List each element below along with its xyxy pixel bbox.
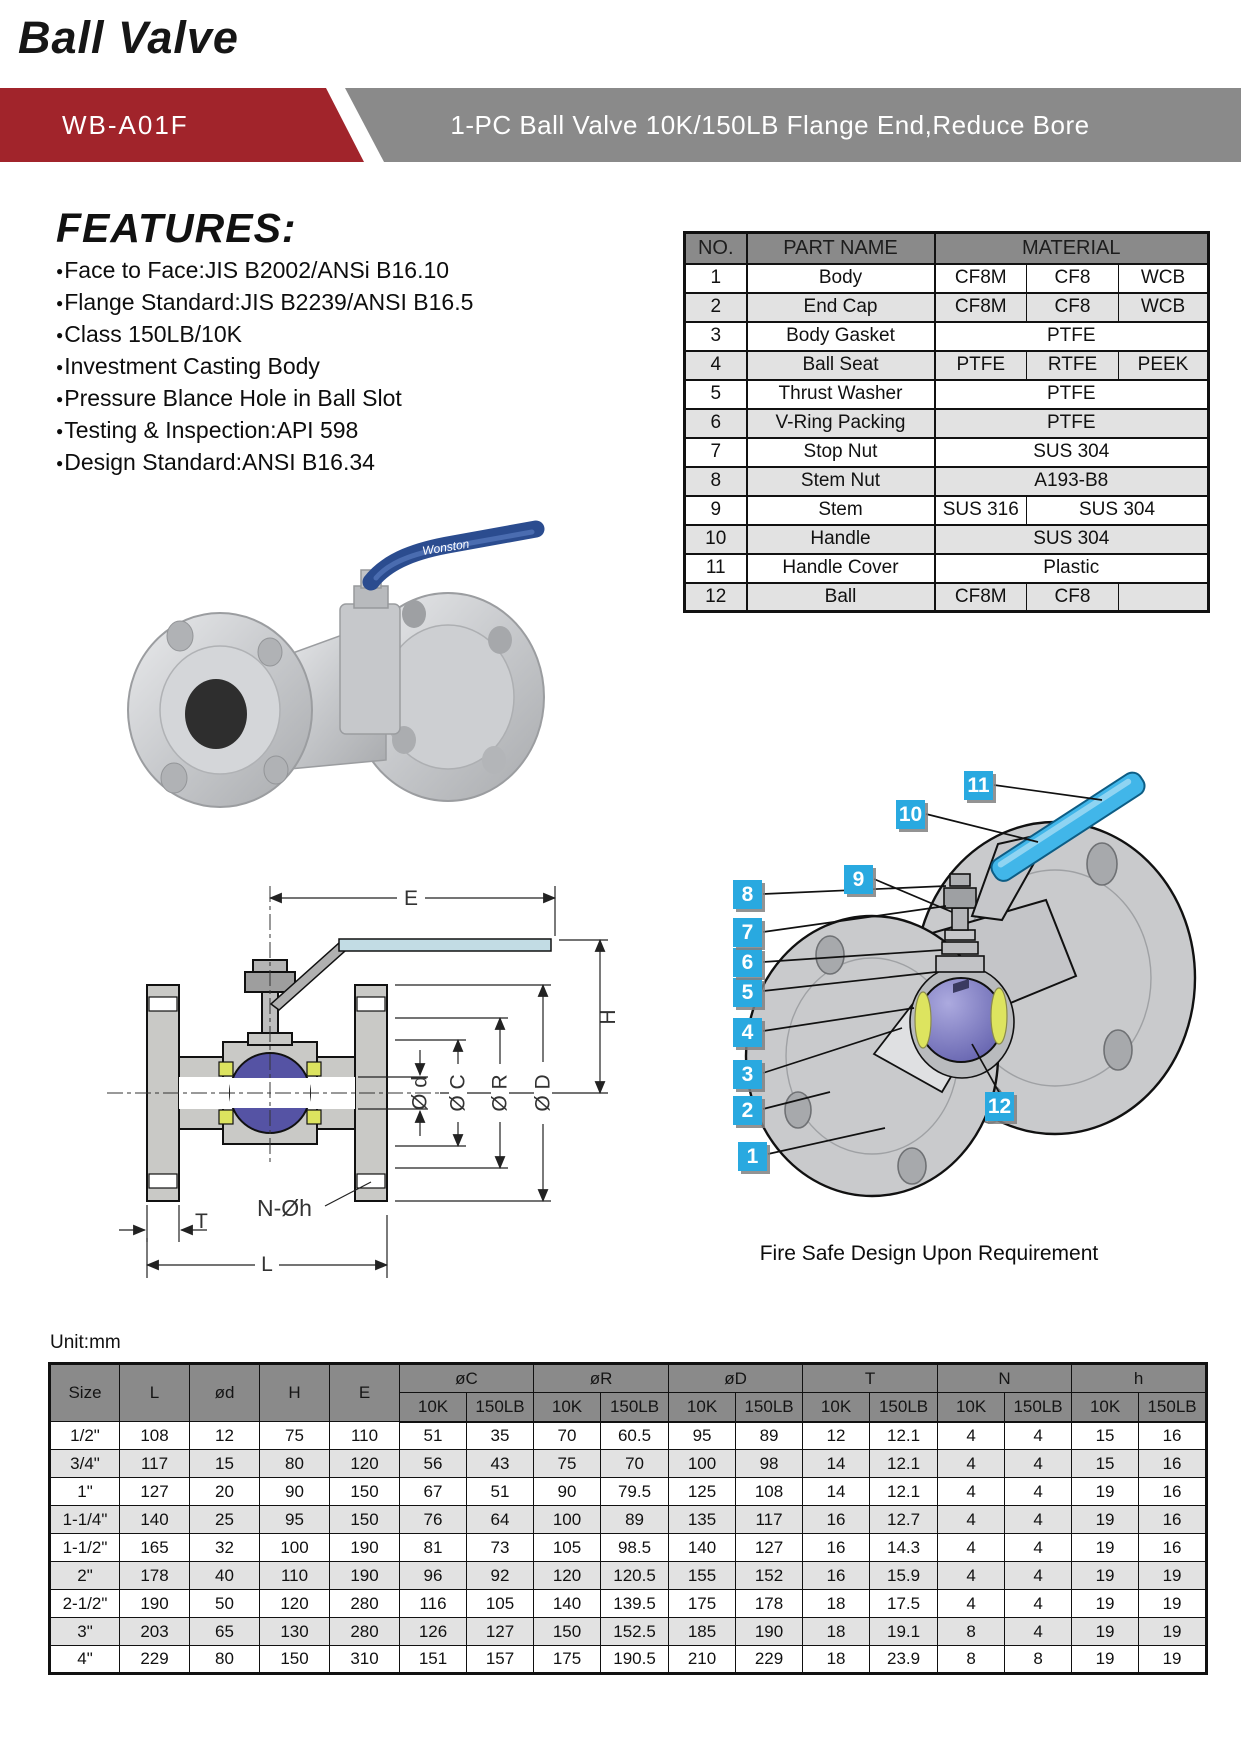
dim-label-T: T	[195, 1210, 208, 1233]
callout-1: 1	[738, 1142, 767, 1171]
callout-7: 7	[733, 918, 762, 947]
feature-item: ●Class 150LB/10K	[56, 321, 242, 347]
dims-row: 4" 229 80 150 310 151 157 175 190.5 210 229 18 23.9 8 8 19 19	[50, 1646, 1207, 1674]
ball-seat-section	[307, 1110, 321, 1124]
dims-row: 1-1/4" 140 25 95 150 76 64 100 89 135 117 16 12.7 4 4 19 16	[50, 1506, 1207, 1534]
parts-row: 11 Handle Cover Plastic	[685, 554, 1209, 583]
dims-group-header: øR	[534, 1364, 669, 1393]
dimensions-table	[48, 1362, 1208, 1675]
dims-row: 2" 178 40 110 190 96 92 120 120.5 155 152 16 15.9 4 4 19 19	[50, 1562, 1207, 1590]
ball-seat-section	[307, 1062, 321, 1076]
parts-row: 2 End Cap CF8M CF8 WCB	[685, 293, 1209, 322]
product-description: 1-PC Ball Valve 10K/150LB Flange End,Reduce Bore	[450, 110, 1090, 140]
dims-col-header: ød	[190, 1364, 260, 1422]
feature-item: ●Design Standard:ANSI B16.34	[56, 449, 375, 475]
features-section	[56, 204, 686, 479]
left-flange	[128, 613, 312, 807]
ball-seat-section	[219, 1110, 233, 1124]
bore-opening	[185, 679, 247, 749]
features-list	[56, 255, 686, 479]
unit-label: Unit:mm	[50, 1332, 121, 1353]
parts-row: 5 Thrust Washer PTFE	[685, 380, 1209, 409]
dim-label-L: L	[261, 1253, 273, 1276]
dim-label-R: Ø R	[488, 1074, 512, 1112]
cutaway-callouts	[650, 660, 1208, 1245]
parts-row: 12 Ball CF8M CF8	[685, 583, 1209, 612]
dims-row: 3/4" 117 15 80 120 56 43 75 70 100 98 14 12.1 4 4 15 16	[50, 1450, 1207, 1478]
dims-sub-header: 150LB	[1005, 1393, 1072, 1422]
section-drawing	[95, 790, 645, 1335]
dims-sub-header: 150LB	[467, 1393, 534, 1422]
dims-group-header: øD	[669, 1364, 803, 1393]
dim-label-C: Ø C	[446, 1074, 470, 1112]
feature-item: ●Pressure Blance Hole in Ball Slot	[56, 385, 402, 411]
photo-handle	[371, 529, 536, 582]
dims-sub-header: 10K	[938, 1393, 1005, 1422]
cutaway-diagram	[650, 660, 1208, 1245]
page-title: Ball Valve	[18, 12, 239, 63]
dims-group-header: øC	[400, 1364, 534, 1393]
callout-4: 4	[733, 1018, 762, 1047]
parts-row: 7 Stop Nut SUS 304	[685, 438, 1209, 467]
feature-item: ●Face to Face:JIS B2002/ANSi B16.10	[56, 257, 450, 283]
feature-item: ●Investment Casting Body	[56, 353, 320, 379]
features-heading: FEATURES:	[56, 205, 297, 251]
dims-table-body	[50, 1422, 1207, 1674]
dims-head-row1	[50, 1364, 1207, 1393]
dims-row: 1-1/2" 165 32 100 190 81 73 105 98.5 140 127 16 14.3 4 4 19 16	[50, 1534, 1207, 1562]
callout-9: 9	[844, 865, 873, 894]
parts-row: 10 Handle SUS 304	[685, 525, 1209, 554]
header-banner	[0, 88, 1241, 162]
dims-col-header: Size	[50, 1364, 120, 1422]
dims-col-header: E	[330, 1364, 400, 1422]
col-header-no: NO.	[685, 233, 747, 264]
product-photo	[118, 512, 588, 812]
handle-brand-text: Wonston	[421, 536, 471, 558]
callout-5: 5	[733, 978, 762, 1007]
dims-sub-header: 150LB	[736, 1393, 803, 1422]
dims-row: 1" 127 20 90 150 67 51 90 79.5 125 108 14 12.1 4 4 19 16	[50, 1478, 1207, 1506]
dims-col-header: L	[120, 1364, 190, 1422]
dims-table-head	[50, 1364, 1207, 1422]
dims-group-header: N	[938, 1364, 1072, 1393]
callout-6: 6	[733, 948, 762, 977]
callout-3: 3	[733, 1060, 762, 1089]
callout-11: 11	[964, 771, 993, 800]
parts-row: 4 Ball Seat PTFE RTFE PEEK	[685, 351, 1209, 380]
dim-label-N-h: N-Øh	[257, 1195, 312, 1221]
dim-label-D: Ø D	[531, 1074, 555, 1112]
parts-row: 8 Stem Nut A193-B8	[685, 467, 1209, 496]
feature-item: ●Flange Standard:JIS B2239/ANSI B16.5	[56, 289, 474, 315]
dim-label-d: Ø d	[408, 1076, 432, 1110]
callout-2: 2	[733, 1096, 762, 1125]
parts-row: 1 Body CF8M CF8 WCB	[685, 264, 1209, 293]
dims-col-header: H	[260, 1364, 330, 1422]
parts-material-table	[683, 231, 1210, 613]
feature-item: ●Testing & Inspection:API 598	[56, 417, 359, 443]
dims-sub-header: 10K	[803, 1393, 870, 1422]
parts-header-row	[685, 233, 1209, 264]
dims-sub-header: 10K	[400, 1393, 467, 1422]
col-header-part-name: PART NAME	[747, 233, 935, 264]
dim-label-H: H	[597, 1009, 620, 1025]
dims-sub-header: 150LB	[870, 1393, 938, 1422]
parts-row: 9 Stem SUS 316 SUS 304	[685, 496, 1209, 525]
dims-sub-header: 150LB	[1139, 1393, 1207, 1422]
callout-8: 8	[733, 880, 762, 909]
parts-table-body	[685, 264, 1209, 612]
col-header-material: MATERIAL	[935, 233, 1209, 264]
fire-safe-caption: Fire Safe Design Upon Requirement	[759, 1242, 1099, 1265]
callout-12: 12	[985, 1092, 1014, 1121]
parts-row: 6 V-Ring Packing PTFE	[685, 409, 1209, 438]
dim-label-E: E	[403, 887, 419, 910]
dims-group-header: h	[1072, 1364, 1207, 1393]
handle-bar-section	[339, 939, 551, 951]
dims-row: 3" 203 65 130 280 126 127 150 152.5 185 190 18 19.1 8 4 19 19	[50, 1618, 1207, 1646]
photo-body-column	[340, 604, 400, 734]
dims-group-header: T	[803, 1364, 938, 1393]
parts-row: 3 Body Gasket PTFE	[685, 322, 1209, 351]
callout-10: 10	[896, 800, 925, 829]
dims-sub-header: 10K	[669, 1393, 736, 1422]
dims-row: 2-1/2" 190 50 120 280 116 105 140 139.5 175 178 18 17.5 4 4 19 19	[50, 1590, 1207, 1618]
dims-sub-header: 10K	[534, 1393, 601, 1422]
model-code: WB-A01F	[62, 110, 189, 140]
dims-sub-header: 10K	[1072, 1393, 1139, 1422]
ball-seat-section	[219, 1062, 233, 1076]
dims-sub-header: 150LB	[601, 1393, 669, 1422]
dims-row: 1/2" 108 12 75 110 51 35 70 60.5 95 89 12 12.1 4 4 15 16	[50, 1422, 1207, 1450]
